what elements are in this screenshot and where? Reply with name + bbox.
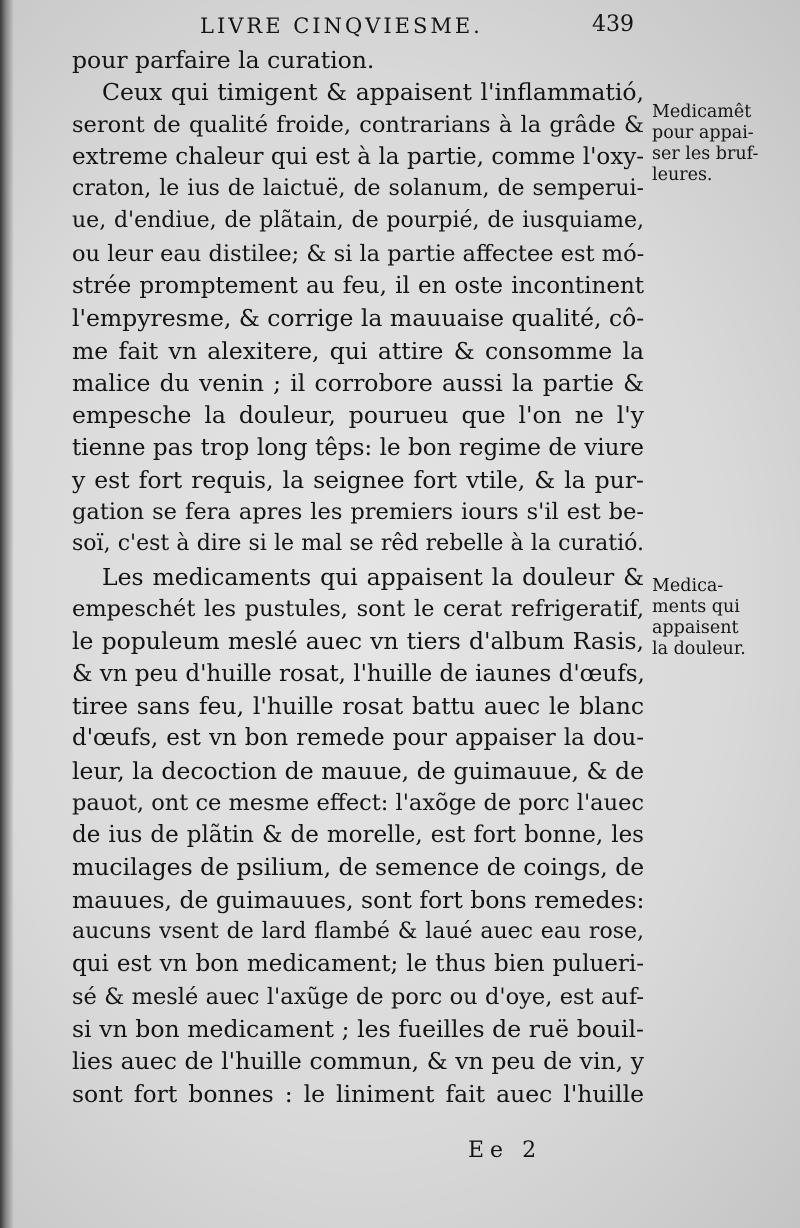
text-line: de ius de plãtin & de morelle, est fort bonne, les <box>72 822 644 849</box>
margin-note-line: leures. <box>652 165 713 185</box>
text-line: Les medicaments qui appaisent la douleur & <box>102 562 644 591</box>
margin-note-line: pour appai- <box>652 123 754 143</box>
text-line: me fait vn alexitere, qui attire & consomme la <box>72 336 644 365</box>
text-line: l'empyresme, & corrige la mauuaise qualité, cô- <box>72 304 645 333</box>
text-line: soï, c'est à dire si le mal se rêd rebelle à la curatió. <box>72 531 644 557</box>
body-text <box>72 44 644 1110</box>
margin-note-line: ser les bruf- <box>652 144 759 164</box>
text-line: strée promptement au feu, il en oste incontinent <box>72 273 644 300</box>
signature-mark: Ee 2 <box>468 1138 543 1163</box>
text-line: mauues, de guimauues, sont fort bons remedes: <box>72 885 645 914</box>
text-line: empeschét les pustules, sont le cerat refrigeratif, <box>72 596 644 623</box>
text-line: le populeum meslé auec vn tiers d'album Rasis, <box>72 627 644 656</box>
margin-note-pain <box>652 576 792 660</box>
page-number: 439 <box>592 12 634 37</box>
text-line: pour parfaire la curation. <box>72 46 375 74</box>
text-line: craton, le ius de laictuë, de solanum, de semperui- <box>72 176 644 202</box>
text-line: malice du venin ; il corrobore aussi la partie & <box>72 368 644 397</box>
text-line: y est fort requis, la seignee fort vtile, & la pur- <box>72 465 644 494</box>
text-line: tienne pas trop long têps: le bon regime de viure <box>72 434 644 461</box>
margin-note-line: la douleur. <box>652 639 746 659</box>
text-line: ou leur eau distilee; & si la partie affectee est mó- <box>72 240 645 267</box>
text-line: sont fort bonnes : le liniment fait auec l'huille <box>72 1079 644 1108</box>
margin-note-line: Medica- <box>652 576 724 596</box>
text-line: mucilages de psilium, de semence de coings, de <box>72 853 645 882</box>
text-line: d'œufs, est vn bon remede pour appaiser la dou- <box>72 725 644 752</box>
margin-note-line: Medicamêt <box>652 102 752 122</box>
text-line: qui est vn bon medicament; le thus bien pulueri- <box>72 951 644 978</box>
margin-note-line: appaisent <box>652 618 739 638</box>
margin-note-burns <box>652 102 792 186</box>
text-line: extreme chaleur qui est à la partie, comme l'oxy- <box>72 143 644 170</box>
text-line: tiree sans feu, l'huille rosat battu auec le blanc <box>72 691 644 720</box>
text-line: Ceux qui timigent & appaisent l'inflammatió, <box>102 78 644 107</box>
text-line: leur, la decoction de mauue, de guimauue, & de <box>72 756 644 785</box>
text-line: gation se fera apres les premiers iours s'il est be- <box>72 499 644 526</box>
margin-note-line: ments qui <box>652 597 740 617</box>
text-line: si vn bon medicament ; les fueilles de ruë bouil- <box>72 1014 644 1043</box>
text-line: aucuns vsent de lard flambé & laué auec eau rose, <box>72 919 644 945</box>
text-line: sé & meslé auec l'axũge de porc ou d'oye, est auf- <box>72 983 644 1010</box>
text-line: empesche la douleur, pourueu que l'on ne l'y <box>72 401 644 430</box>
text-line: ue, d'endiue, de plãtain, de pourpié, de iusquiame, <box>72 208 644 234</box>
running-title: LIVRE CINQVIESME. <box>200 14 483 38</box>
text-line: pauot, ont ce mesme effect: l'axõge de porc l'auec <box>72 789 644 816</box>
text-line: lies auec de l'huille commun, & vn peu de vin, y <box>72 1047 644 1076</box>
text-line: & vn peu d'huille rosat, l'huille de iaunes d'œufs, <box>72 660 645 687</box>
page-spine-shadow <box>0 0 14 1228</box>
text-line: seront de qualité froide, contrarians à la grâde & <box>72 111 644 138</box>
